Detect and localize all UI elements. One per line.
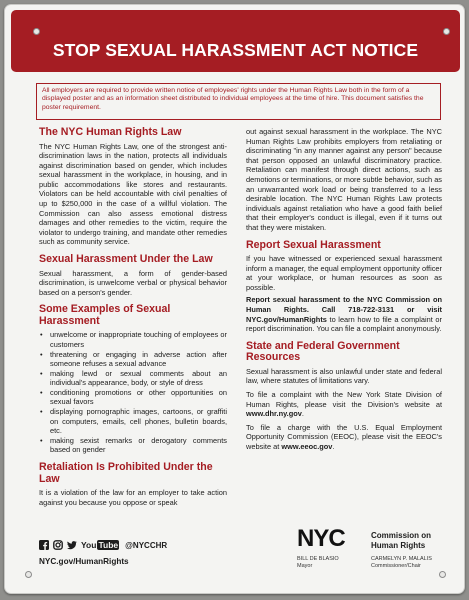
section-body: out against sexual harassment in the workplace. The NYC Human Rights Law prohibits employers from retaliating or discriminating "in any manner against any person" because that person opposed an unlawful discriminatory practice. Retaliation can manifest through direct actions, such as demotions or terminations, or more subtle behavior, such as an unwarranted work load or being transferred to a less desirable location. The NYC Human Rights Law protects individuals against retaliation who have a good faith belief that their employer's conduct is illegal, even if it turns out that they were mistaken. [246, 127, 442, 232]
left-column [39, 127, 227, 514]
section-heading: Report Sexual Harassment [246, 238, 381, 251]
state-division-text: To file a complaint with the New York State Division of Human Rights, please visit the Division's website at [246, 389, 442, 409]
commission-line: Commission on [371, 531, 432, 540]
section-body: Sexual harassment is also unlawful under state and federal law, where statutes of limitations vary. [246, 366, 442, 386]
list-item: • threatening or engaging in adverse action after someone refuses a sexual advance [39, 350, 227, 369]
facebook-icon[interactable] [39, 540, 49, 550]
title-banner [11, 10, 460, 72]
section-body: If you have witnessed or experienced sexual harassment inform a manager, the equal employment opportunity officer at your workplace, or human resources as soon as possible. [246, 254, 442, 292]
nyc-logo [297, 525, 365, 549]
dhr-link[interactable]: www.dhr.ny.gov [246, 409, 302, 419]
commission-name [371, 531, 431, 550]
commission-line: Human Rights [371, 540, 426, 550]
youtube-tube-label: Tube [98, 540, 119, 550]
website-url[interactable]: NYC.gov/HumanRights [39, 557, 129, 566]
report-instructions [246, 295, 442, 333]
list-item: • displaying pornographic images, cartoons, or graffiti on computers, emails, cell phones, bulletin boards, etc. [39, 407, 227, 436]
section-retaliation [39, 462, 227, 507]
twitter-icon[interactable] [67, 540, 77, 550]
section-heading: State and Federal Government Resources [246, 339, 400, 364]
nyc-logo-text: NYC [297, 525, 345, 549]
instagram-icon[interactable] [53, 540, 63, 550]
social-handle[interactable]: @NYCCHR [125, 540, 168, 550]
list-item: • making lewd or sexual comments about an individual's appearance, body, or style of dress [39, 369, 227, 388]
report-tail: to learn how to file a complaint or report discrimination. You can file a complaint anonymously. [246, 314, 442, 334]
list-item: • making sexist remarks or derogatory comments based on gender [39, 436, 227, 455]
section-retaliation-continued [246, 127, 442, 233]
section-heading: Some Examples of Sexual Harassment [39, 303, 171, 327]
eeoc-link[interactable]: www.eeoc.gov [281, 441, 333, 451]
mayor-signature-block [297, 556, 339, 569]
chair-signature-block [371, 556, 432, 569]
poster-requirement-notice: All employers are required to provide written notice of employees' rights under the Human Rights Law both in the form of a displayed poster and as an information sheet distributed to individual employees at the time of hire. This document satisfies the poster requirement. [36, 83, 441, 120]
list-item: • conditioning promotions or other opportunities on sexual favors [39, 388, 227, 407]
eeoc-paragraph [246, 423, 442, 452]
section-body: Sexual harassment, a form of gender-based discrimination, is unwelcome verbal or physical behavior based on a person's gender. [39, 268, 227, 297]
punctuation: . [332, 441, 335, 451]
section-heading: Retaliation Is Prohibited Under the Law [39, 461, 213, 485]
eeoc-text: To file a charge with the U.S. Equal Employment Opportunity Commission (EEOC), please visit the EEOC's website at [246, 422, 442, 451]
mounting-hole-icon [439, 571, 446, 578]
report-contact: Report sexual harassment to the NYC Commission on Human Rights. Call 718-722-3131 or visit NYC.gov/HumanRights [246, 295, 442, 324]
youtube-icon[interactable] [81, 540, 119, 550]
social-links [39, 540, 167, 550]
section-body: The NYC Human Rights Law, one of the strongest anti-discrimination laws in the nation, protects all individuals against discrimination based on gender, which includes sexual harassment in the workplace, in housing, and in public accommodations like stores and restaurants. Violators can be held accountable with civil penalties of up to $250,000 in the case of a willful violation. The Commission can also assess emotional distress damages and other remedies to the victim, require the violator to undergo training, and mandate other remedies such as community service. [39, 141, 227, 247]
page-title: STOP SEXUAL HARASSMENT ACT NOTICE [52, 40, 419, 60]
state-division-paragraph [246, 390, 442, 419]
section-state-federal [246, 341, 442, 452]
mayor-title: Mayor [297, 562, 313, 569]
mounting-hole-icon [443, 28, 450, 35]
section-body: It is a violation of the law for an employer to take action against you because you oppose or speak [39, 488, 227, 507]
section-heading: The NYC Human Rights Law [39, 126, 182, 138]
youtube-label: You [81, 540, 97, 550]
list-item: • unwelcome or inappropriate touching of employees or customers [39, 330, 227, 349]
examples-list [39, 330, 227, 455]
section-heading: Sexual Harassment Under the Law [39, 253, 213, 266]
section-harassment-under-law [39, 254, 227, 297]
notice-sign [4, 4, 465, 594]
section-examples [39, 304, 227, 455]
right-column [246, 127, 442, 459]
mayor-name: BILL DE BLASIO [297, 556, 339, 562]
mounting-hole-icon [25, 571, 32, 578]
punctuation: . [301, 409, 304, 419]
mounting-hole-icon [33, 28, 40, 35]
section-human-rights-law [39, 127, 227, 247]
section-report [246, 240, 442, 334]
chair-name: CARMELYN P. MALALIS [371, 556, 432, 562]
chair-title: Commissioner/Chair [371, 562, 421, 569]
